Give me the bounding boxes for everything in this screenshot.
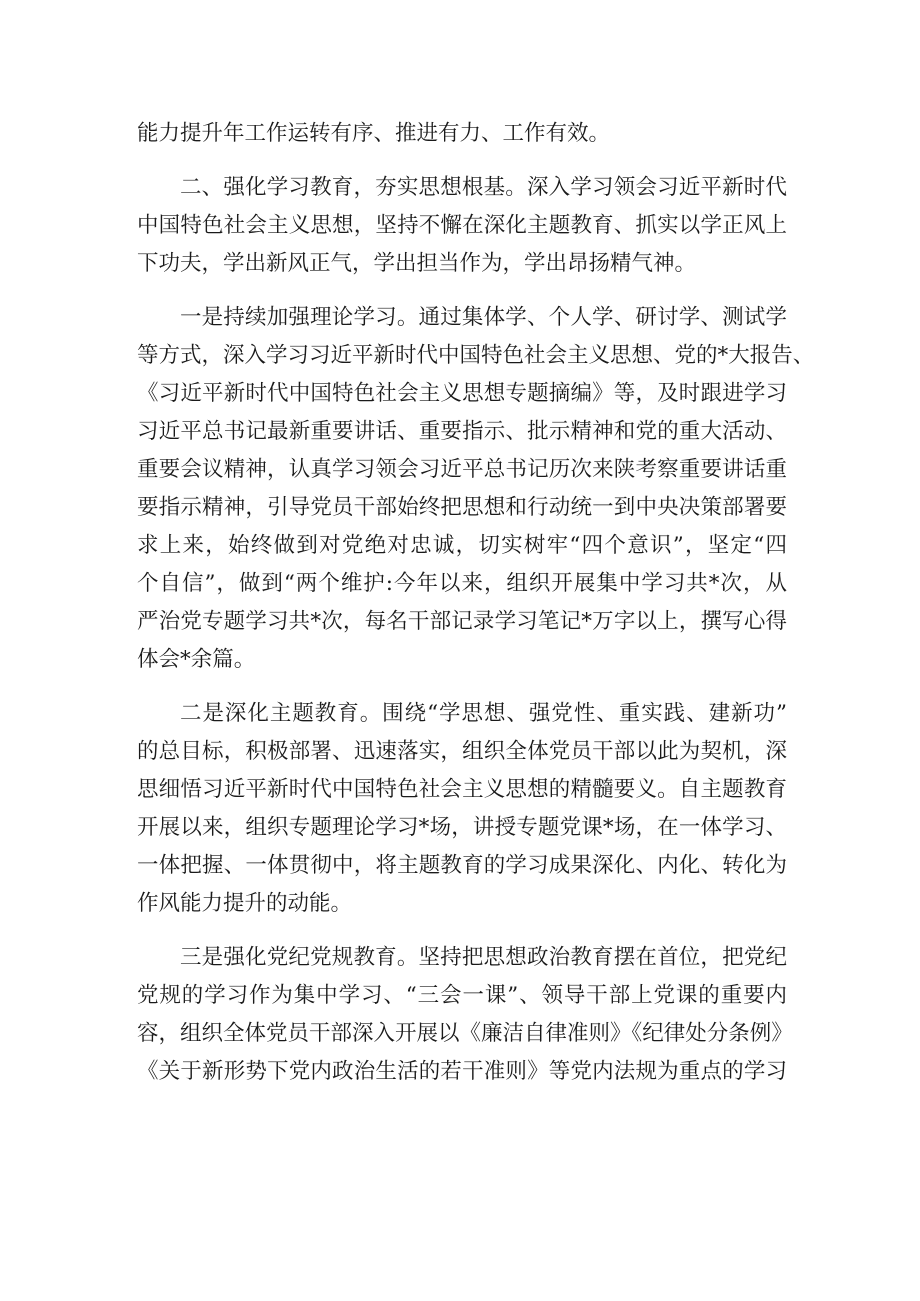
text-line: 容，组织全体党员干部深入开展以《廉洁自律准则》《纪律处分条例》 bbox=[137, 1021, 793, 1046]
text-line: 习近平总书记最新重要讲话、重要指示、批示精神和党的重大活动、 bbox=[137, 419, 787, 444]
text-line: 一是持续加强理论学习。通过集体学、个人学、研讨学、测试学 bbox=[180, 305, 787, 330]
text-line: 作风能力提升的动能。 bbox=[137, 891, 353, 916]
text-line: 二、强化学习教育，夯实思想根基。深入学习领会习近平新时代 bbox=[180, 175, 787, 200]
text-line: 一体把握、一体贯彻中，将主题教育的学习成果深化、内化、转化为 bbox=[137, 853, 787, 878]
text-line: 二是深化主题教育。围绕“学思想、强党性、重实践、建新功” bbox=[180, 701, 787, 726]
paragraph-theme-education bbox=[137, 695, 787, 923]
text-line: 《关于新形势下党内政治生活的若干准则》等党内法规为重点的学习 bbox=[137, 1059, 787, 1084]
text-line: 求上来，始终做到对党绝对忠诚，切实树牢“四个意识”，坚定“四 bbox=[137, 533, 787, 558]
text-line: 体会*余篇。 bbox=[137, 647, 256, 672]
text-line: 个自信”，做到“两个维护:今年以来，组织开展集中学习共*次，从 bbox=[137, 571, 787, 596]
paragraph-discipline-education bbox=[137, 939, 793, 1091]
paragraph-section-two bbox=[137, 169, 787, 283]
text-line: 三是强化党纪党规教育。坚持把思想政治教育摆在首位，把党纪 bbox=[180, 945, 787, 970]
text-line: 等方式，深入学习习近平新时代中国特色社会主义思想、党的*大报告、 bbox=[137, 343, 815, 368]
paragraph-continuation bbox=[137, 115, 787, 153]
text-line: 中国特色社会主义思想，坚持不懈在深化主题教育、抓实以学正风上 bbox=[137, 213, 787, 238]
text-line: 思细悟习近平新时代中国特色社会主义思想的精髓要义。自主题教育 bbox=[137, 777, 787, 802]
text-line: 党规的学习作为集中学习、“三会一课”、领导干部上党课的重要内 bbox=[137, 983, 787, 1008]
paragraph-theory-study bbox=[137, 299, 815, 679]
text-line: 严治党专题学习共*次，每名干部记录学习笔记*万字以上，撰写心得 bbox=[137, 609, 787, 634]
text-line: 重要会议精神，认真学习领会习近平总书记历次来陕考察重要讲话重 bbox=[137, 457, 787, 482]
text-line: 要指示精神，引导党员干部始终把思想和行动统一到中央决策部署要 bbox=[137, 495, 787, 520]
text-line: 《习近平新时代中国特色社会主义思想专题摘编》等，及时跟进学习 bbox=[137, 381, 787, 406]
text-line: 能力提升年工作运转有序、推进有力、工作有效。 bbox=[137, 121, 611, 146]
document-body bbox=[137, 115, 815, 1107]
text-line: 的总目标，积极部署、迅速落实，组织全体党员干部以此为契机，深 bbox=[137, 739, 787, 764]
text-line: 下功夫，学出新风正气，学出担当作为，学出昂扬精气神。 bbox=[137, 251, 697, 276]
text-line: 开展以来，组织专题理论学习*场，讲授专题党课*场，在一体学习、 bbox=[137, 815, 787, 840]
